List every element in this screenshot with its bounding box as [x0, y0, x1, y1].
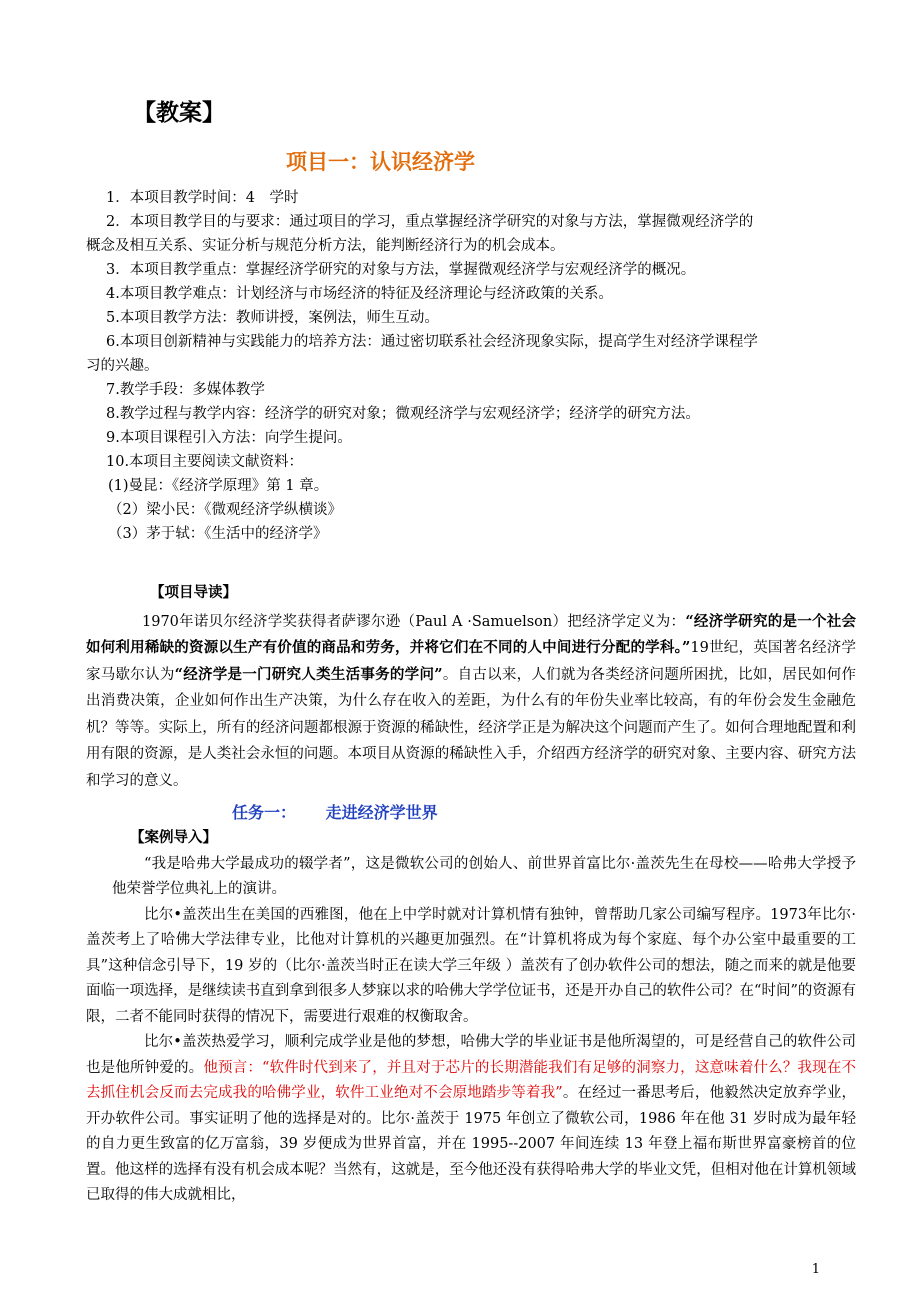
lesson-plan-heading: 【教案】 [133, 100, 225, 126]
case-title: 【案例导入】 [130, 830, 217, 846]
plan-item-3: 3．本项目教学重点：掌握经济学研究的对象与方法，掌握微观经济学与宏观经济学的概况。 [106, 262, 696, 278]
case-section [86, 826, 857, 1209]
plan-item-6: 6.本项目创新精神与实践能力的培养方法：通过密切联系社会经济现象实际，提高学生对经济学课程学 [106, 334, 758, 350]
reference-1: (1)曼昆：《经济学原理》第 1 章。 [108, 478, 329, 494]
page-number: 1 [811, 1262, 820, 1277]
case-paragraph-1: “我是哈弗大学最成功的辍学者”，这是微软公司的创始人、前世界首富比尔·盖茨先生在母校——哈弗大学授予他荣誉学位典礼上的演讲。 [112, 855, 856, 897]
reference-2: （2）梁小民：《微观经济学纵横谈》 [108, 502, 342, 518]
plan-item-1: 1．本项目教学时间：4 学时 [106, 190, 299, 206]
plan-item-2-line-1: 2．本项目教学目的与要求：通过项目的学习，重点掌握经济学研究的对象与方法，掌握微观经济学的 [106, 214, 754, 230]
guide-text-a: 1970年诺贝尔经济学奖获得者萨谬尔逊（Paul A ·Samuelson）把经济学定义为： [142, 613, 686, 630]
project-guide-title: 【项目导读】 [150, 585, 237, 601]
lesson-plan-list [86, 186, 846, 546]
plan-item-10: 10.本项目主要阅读文献资料： [106, 454, 304, 470]
plan-item-5: 5.本项目教学方法：教师讲授，案例法，师生互动。 [106, 310, 439, 326]
plan-item-4: 4.本项目教学难点：计划经济与市场经济的特征及经济理论与经济政策的关系。 [106, 286, 613, 302]
case-paragraph-3 [86, 1030, 856, 1209]
guide-marshall-quote: “经济学是一门研究人类生活事务的学问” [174, 665, 443, 683]
reference-3: （3）茅于轼：《生活中的经济学》 [108, 526, 328, 542]
plan-item-8: 8.教学过程与教学内容：经济学的研究对象；微观经济学与宏观经济学；经济学的研究方法。 [106, 406, 700, 422]
project-guide-paragraph [86, 609, 856, 795]
case-p3-text-b: 。在经过一番思考后，他毅然决定放弃学业，开办软件公司。事实证明了他的选择是对的。比尔·盖茨于 1975 年创立了微软公司，1986 年在他 31 岁时成为最年轻的自力更生致富的亿万富翁，39 岁便成为世界首富，并在 1995--2007 年间连续 13 年登上福布斯世界富豪榜首的位置。他这样的选择有没有机会成本呢？当然有，这就是，至今他还没有获得哈弗大学的毕业文凭，但相对他在计算机领域已取得的伟大成就相比， [86, 1085, 857, 1203]
plan-item-6-continuation: 习的兴趣。 [86, 358, 159, 374]
case-p3-text-a: 比尔•盖茨热爱学习，顺利完成学业是他的梦想，哈佛大学的毕业证书是他所渴望的，可是经营自己的软件公司也是他所钟爱的。 [86, 1034, 856, 1076]
guide-text-e: 。自古以来，人们就为各类经济问题所困扰，比如，居民如何作出消费决策，企业如何作出生产决策，为什么存在收入的差距，为什么有的年份失业率比较高，有的年份会发生金融危机？等等。实际上，所有的经济问题都根源于资源的稀缺性，经济学正是为解决这个问题而产生了。如何合理地配置和利用有限的资源，是人类社会永恒的问题。本项目从资源的稀缺性入手，介绍西方经济学的研究对象、主要内容、研究方法和学习的意义。 [86, 666, 856, 789]
plan-item-2-continuation: 概念及相互关系、实证分析与规范分析方法，能判断经济行为的机会成本。 [86, 238, 565, 254]
case-paragraph-2: 比尔•盖茨出生在美国的西雅图，他在上中学时就对计算机情有独钟，曾帮助几家公司编写程序。1973年比尔·盖茨考上了哈佛大学法律专业，比他对计算机的兴趣更加强烈。在“计算机将成为每个家庭、每个办公室中最重要的工具”这种信念引导下，19 岁的（比尔·盖茨当时正在读大学三年级 ）盖茨有了创办软件公司的想法，随之而来的就是他要面临一项选择，是继续读书直到拿到很多人梦寐以求的哈佛大学学位证书，还是开办自己的软件公司？在“时间”的资源有限，二者不能同时获得的情况下，需要进行艰难的权衡取舍。 [86, 906, 856, 1025]
plan-item-2 [86, 210, 846, 234]
task-title: 任务一： 走进经济学世界 [232, 803, 438, 822]
project-title: 项目一：认识经济学 [286, 150, 475, 174]
project-guide-section [86, 580, 856, 794]
guide-text-c: 19世纪，英国著名经济学家马歇尔认为 [86, 640, 857, 683]
case-p3-prediction-quote: 他预言：“软件时代到来了，并且对于芯片的长期潜能我们有足够的洞察力，这意味着什么？我现在不去抓住机会反而去完成我的哈佛学业，软件工业绝对不会原地踏步等着我” [86, 1059, 856, 1101]
plan-item-9: 9.本项目课程引入方法：向学生提问。 [106, 430, 352, 446]
plan-item-7: 7.教学手段：多媒体教学 [106, 382, 265, 398]
guide-definition-quote: “经济学研究的是一个社会如何利用稀缺的资源以生产有价值的商品和劳务，并将它们在不同的人中间进行分配的学科。” [86, 612, 856, 656]
